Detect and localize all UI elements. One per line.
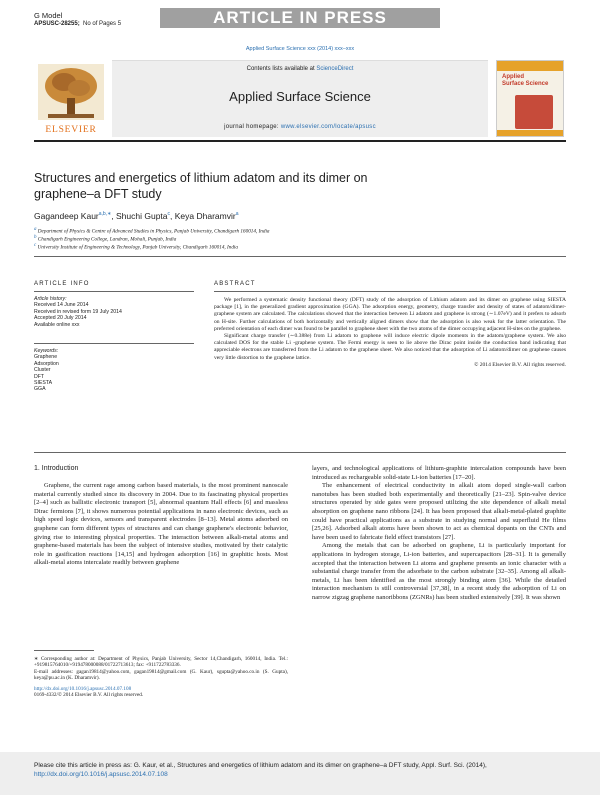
abstract-paragraph: We performed a systematic density functional theory (DFT) study of the adsorption of Lithium adatom and its dimer on graphene using SIESTA package [1], in the generalized gradient approximation (GGA). The adsorption energy, geometry, charge transfer and density of states of adatom/dimer-graphene system are calculated. The calculations showed that the interaction between Li adatom and graphene is strong (∼1.07eV) and it prefers to adsorb on H-site. Further calculations of both horizontally and vertically aligned dimers show that the adsorption is also weak for the latter orientation. The preferred orientation of each dimer was found to be parallel to graphene sheet with the two atoms of the dimer occupying adjacent H-sites on the graphene. [214, 297, 566, 332]
homepage-link[interactable]: www.elsevier.com/locate/apsusc [280, 124, 376, 130]
model-code: G Model [34, 11, 63, 20]
citation-doi-link[interactable]: http://dx.doi.org/10.1016/j.apsusc.2014.07.108 [34, 771, 168, 778]
elsevier-tree-icon [34, 60, 108, 137]
keywords-label: Keywords: [34, 348, 59, 354]
abstract-body [214, 297, 566, 369]
author-list: Gagandeep Kaur$^{a,b,∗}$, Shuchi Gupta$^c$, Keya Dharamvir$^a$ [34, 211, 239, 221]
article-info-rule [34, 291, 194, 292]
elsevier-logo [34, 60, 108, 137]
journal-cover-thumbnail [496, 60, 564, 137]
keyword: Cluster [34, 367, 51, 374]
journal-citation[interactable]: Applied Surface Science xxx (2014) xxx–xxx [245, 46, 355, 52]
elsevier-wordmark: ELSEVIER [45, 125, 97, 135]
affiliation: c University Institute of Engineering & Technology, Panjab University, Chandigarh 160014, India [34, 243, 238, 252]
doi-link[interactable]: http://dx.doi.org/10.1016/j.apsusc.2014.07.108 [34, 685, 132, 692]
abstract-rule [214, 291, 566, 292]
keywords [34, 348, 184, 393]
corresponding-author: ∗ Corresponding author at: Department of Physics, Panjab University, Sector 14,Chandigarh, 160014, India. Tel.: +919815764010/+919478000088/01722713613; fax: +911722783336. [34, 656, 288, 669]
author-sup[interactable]: a,b,∗ [98, 211, 112, 218]
history-rule [34, 343, 194, 344]
journal-name: Applied Surface Science [229, 89, 371, 104]
title-line-1: Structures and energetics of lithium adatom and its dimer on [34, 171, 368, 185]
manuscript-id: APSUSC-28255; [34, 21, 80, 27]
footnotes [34, 656, 288, 698]
cover-title-line2: Surface Science [502, 81, 549, 87]
abstract-paragraph: Significant charge transfer (∼0.388e) from Li adatom to graphene will induce electric dipole moments in the adatom/graphene system. We also calculated DOS for the stable Li -graphene system. The Fermi energy is seen to lie above the Dirac point inside the conduction band indicating that appreciable electrons are transferred from the Li adatom to the graphene sheet. We also noticed that the adsorption of Li adatom/dimer on graphene causes very little distortion to the graphene lattice. [214, 333, 566, 361]
author-name[interactable]: Shuchi Gupta [116, 211, 168, 221]
history-item: Received 14 June 2014 [34, 302, 89, 309]
column-right [312, 465, 566, 603]
article-info-heading: ARTICLE INFO [34, 281, 90, 287]
citation-prefix: Please cite this article in press as: G. Kaur, et al., Structures and energetics of lithium adatom and its dimer on graphene–a DFT study, Appl. Surf. Sci. (2014), [34, 762, 487, 769]
abstract-end-rule [34, 452, 566, 453]
keyword: Adsorption [34, 360, 59, 367]
column-left [34, 465, 288, 568]
author-name[interactable]: Gagandeep Kaur [34, 211, 99, 221]
keyword: GGA [34, 386, 46, 393]
affiliation: a Department of Physics & Centre of Advanced Studies in Physics, Panjab University, Chandigarh 160014, India [34, 227, 270, 235]
author-sup[interactable]: c [167, 211, 171, 218]
history-item: Received in revised form 19 July 2014 [34, 308, 122, 315]
cover-title [502, 74, 548, 88]
article-title [34, 170, 534, 202]
section-heading: 1. Introduction [34, 465, 79, 472]
citation-text [34, 761, 566, 779]
history-item: Accepted 20 July 2014 [34, 315, 87, 322]
history-label: Article history: [34, 296, 67, 302]
cover-bottom-band [497, 130, 563, 136]
email-addresses[interactable]: E-mail addresses: gagan19814@yahoo.com, gagan19814@gmail.com (G. Kaur), sgupta@yahoo.co.in (S. Gupta), keya@pu.ac.in (K. Dharamvir). [34, 668, 288, 682]
running-header-left [34, 12, 121, 28]
cover-title-line1: Applied [502, 74, 524, 80]
footnote-rule [34, 650, 94, 651]
history-item: Available online xxx [34, 321, 80, 328]
author-name[interactable]: Keya Dharamvir [174, 211, 236, 221]
citation-box [0, 752, 600, 795]
affiliation-rule [34, 256, 566, 257]
contents-line [112, 66, 488, 72]
keyword: SIESTA [34, 380, 53, 387]
page-count: No of Pages 5 [83, 21, 122, 27]
title-line-2: graphene–a DFT study [34, 187, 162, 201]
body-paragraph: Graphene, the current rage among carbon based materials, is the most prominent nanoscale material currently studied since its discovery in 2004. Due to its fascinating physical properties [2–4] such as ballistic electronic transport [5], abnormal quantum Hall effects [6] and massless Dirac fermions [7], it shows numerous potential applications in nano electronic devices, such as high speed logic devices, sensors and transparent electrodes [8–13]. Metal atoms adsorbed on graphene can form different types of structures and can change graphene's electronic behavior, giving rise to interesting physical properties. The interaction between alkali-metal atoms and graphene-based materials has been the subject of intensive studies, motivated by their catalytic role in gasification reactions [14,15] and hydrogen adsorption [16] in graphitic hosts. Most alkali-metal atoms intercalate readily between graphene [34, 482, 288, 567]
body-paragraph: Among the metals that can be adsorbed on graphene, Li is particularly important for applications in hydrogen storage, Li-ion batteries, and supercapacitors [28–31]. It is generally accepted that the interaction between Li atoms and graphene presents an ionic character with a substantial charge transfer from the adsorbate to the carbon substrate [32–35]. Among all alkali-metals, Li has been identified as the most strongly binding atom [36]. While the detailed interaction mechanism is still controversial [37,38], in a recent study the adsorption of Li on narrow zigzag graphene nanoribbons (ZGNRs) has been studied extensively [39]. It was shown [312, 542, 566, 601]
article-in-press-banner: ARTICLE IN PRESS [160, 8, 440, 28]
contents-prefix: Contents lists available at [246, 66, 317, 72]
homepage-prefix: journal homepage: [224, 124, 281, 130]
keyword: DFT [34, 373, 45, 380]
affiliation: b Chandigarh Engineering College, Landran, Mohali, Punjab, India [34, 235, 177, 243]
body-paragraph: The enhancement of electrical conductivity in alkali atom doped single-wall carbon nanotubes has been studied both experimentally and theoretically [21–23]. Spin-valve device structures operated by side gates were proposed utilizing the site dependence of alkali metal absorption on graphene nano ribbons [24]. It has been proposed that alkali-metal-plated graphite could have practical applications as a substrate in studying normal and superfluid He films [25,26]. Adsorbed alkali atoms have been shown to act as chemical dopants on the CNTs and have been used to fabricate field effect transistors [27]. [312, 482, 566, 541]
author-sup[interactable]: a [235, 211, 239, 218]
article-history [34, 296, 184, 328]
affiliations [34, 227, 566, 251]
masthead-rule [34, 140, 566, 142]
issn-line: 0169-4332/© 2014 Elsevier B.V. All rights reserved. [34, 692, 144, 699]
body-paragraph: layers, and technological applications of lithium-graphite intercalation compounds have been introduced as rechargeable solid-state Li-ion batteries [17–20]. [312, 465, 566, 481]
sciencedirect-link[interactable]: ScienceDirect [316, 66, 354, 72]
keyword: Graphene [34, 354, 58, 361]
abstract-heading: ABSTRACT [214, 281, 256, 287]
copyright: © 2014 Elsevier B.V. All rights reserved. [474, 361, 566, 368]
journal-homepage [112, 124, 488, 130]
cover-top-band [497, 61, 563, 71]
cover-image [515, 95, 553, 129]
